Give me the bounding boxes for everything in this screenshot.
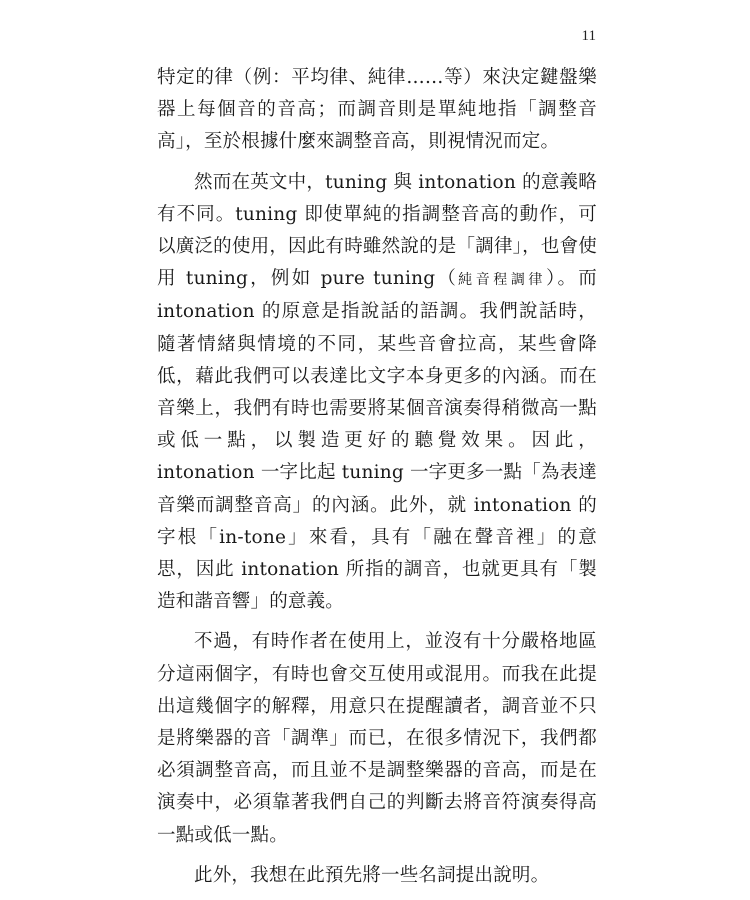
paragraph-text: 不過，有時作者在使用上，並沒有十分嚴格地區分這兩個字，有時也會交互使用或混用。而我在此提出這幾個字的解釋，用意只在提醒讀者，調音並不只是將樂器的音「調準」而已，在很多情況下，我們都必須調整音高，而且並不是調整樂器的音高，而是在演奏中，必須靠著我們自己的判斷去將音符演奏得高一點或低一點。 bbox=[157, 631, 597, 846]
paragraph-1 bbox=[157, 62, 597, 159]
paragraph-text: 此外，我想在此預先將一些名詞提出說明。 bbox=[194, 864, 550, 886]
paragraph-text: ）。而 intonation 的原意是指說話的語調。我們說話時，隨著情緒與情境的不同，某些音會拉高，某些會降低，藉此我們可以表達比文字本身更多的內涵。而在音樂上，我們有時也需要將某個音演奏得稍微高一點或低一點，以製造更好的聽覺效果。因此，intonation 一字比起 tuning 一字更多一點「為表達音樂而調整音高」的內涵。此外，就 intonation 的字根「in-tone」來看，具有「融在聲音裡」的意思，因此 intonation 所指的調音，也就更具有「製造和諧音響」的意義。 bbox=[157, 268, 597, 613]
pure-tuning-translation: 純音程調律 bbox=[458, 272, 546, 289]
paragraph-2 bbox=[157, 167, 597, 619]
page-number: 11 bbox=[581, 28, 596, 44]
paragraph-4 bbox=[157, 860, 597, 892]
paragraph-text: 特定的律（例：平均律、純律……等）來決定鍵盤樂器上每個音的音高；而調音則是單純地指「調整音高」，至於根據什麼來調整音高，則視情況而定。 bbox=[157, 67, 597, 153]
paragraph-3 bbox=[157, 626, 597, 851]
body-text bbox=[157, 62, 597, 900]
paragraph-text: 然而在英文中，tuning 與 intonation 的意義略有不同。tuning 即使單純的指調整音高的動作，可以廣泛的使用，因此有時雖然說的是「調律」，也會使用 tuning，例如 pure tuning（ bbox=[157, 171, 597, 290]
